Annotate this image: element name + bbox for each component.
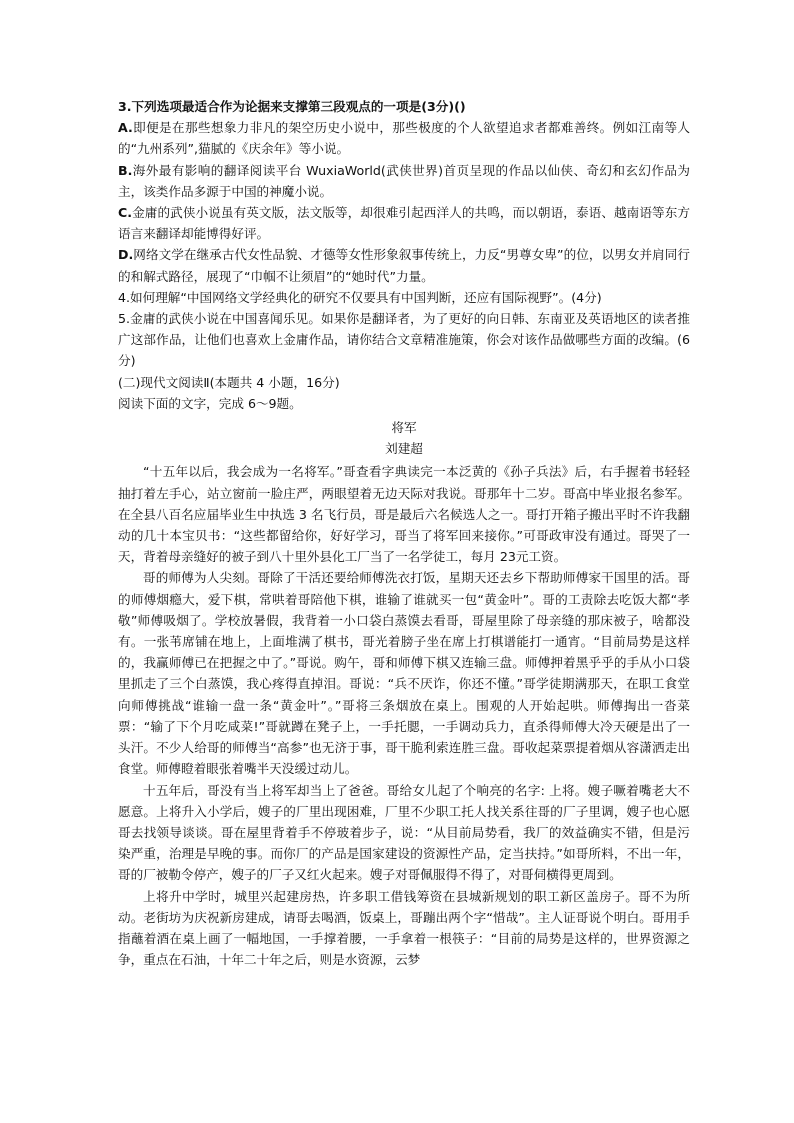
- question-3-option-d: [118, 244, 690, 286]
- question-3-option-c: [118, 202, 690, 244]
- option-letter: B.: [118, 162, 133, 178]
- question-3-option-a: [118, 117, 690, 159]
- option-text: 网络文学在继承古代女性品貌、才德等女性形象叙事传统上，力反“男尊女卑”的位，以男女并肩同行的和解式路径，展现了“巾帼不让须眉”的“她时代”力量。: [118, 247, 690, 284]
- section-heading: (二)现代文阅读Ⅱ(本题共 4 小题，16分): [118, 374, 340, 390]
- story-title: 将军: [391, 420, 417, 436]
- option-letter: A.: [118, 120, 133, 136]
- story-paragraph: 哥的师傅为人尖刻。哥除了干活还要给师傅洗衣打饭，星期天还去乡下帮助师傅家干国里的活。哥的师傅烟瘾大，爱下棋，常哄着哥陪他下棋，谁输了谁就买一包“黄金叶”。哥的工责除去吃饭大都“孝敬”师傅吸烟了。学校放暑假，我背着一小口袋白蒸馍去看哥，哥屋里除了母亲缝的那床被子，啥都没有。一张苇席铺在地上，上面堆满了棋书，哥光着膀子坐在席上打棋谱能打一通宵。“目前局势是这样的，我赢师傅已在把握之中了。”哥说。购午，哥和师傅下棋又连输三盘。师傅押着黑乎乎的手从小口袋里抓走了三个白蒸馍，我心疼得直掉泪。哥说：“兵不厌诈，你还不懂。”哥学徒期满那天，在职工食堂向师傅挑战“谁输一盘一条“黄金叶”。”哥将三条烟放在桌上。围观的人开始起哄。师傅掏出一沓菜票：“输了下个月吃咸菜!”哥就蹲在凳子上，一手托腮，一手调动兵力，直杀得师傅大冷天硬是出了一头汗。不少人给哥的师傅当“高参”也无济于事，哥干脆利索连胜三盘。哥收起菜票提着烟从容潇洒走出食堂。师傅瞪着眼张着嘴半天没缓过动儿。: [118, 570, 690, 777]
- section-instruction: 阅读下面的文字，完成 6～9题。: [118, 395, 302, 411]
- document-page: [118, 96, 690, 970]
- story-paragraph: 上将升中学时，城里兴起建房热，许多职工借钱筹资在县城新规划的职工新区盖房子。哥不为所动。老街坊为庆祝新房建成，请哥去喝酒，饭桌上，哥蹦出两个字“惜哉”。主人证哥说个明白。哥用手指蘸着酒在桌上画了一幅地国，一手撑着腰，一手拿着一根筷子：“目前的局势是这样的，世界资源之争，重点在石油，十年二十年之后，则是水资源，云梦: [118, 888, 690, 968]
- option-letter: D.: [118, 247, 134, 263]
- question-4: 4.如何理解“中国网络文学经典化的研究不仅要具有中国判断，还应有国际视野”。(4分): [118, 289, 602, 305]
- option-letter: C.: [118, 205, 133, 221]
- question-5: 5.金庸的武侠小说在中国喜闻乐见。如果你是翻译者，为了更好的向日韩、东南亚及英语地区的读者推广这部作品，让他们也喜欢上金庸作品，请你结合文章精准施策，你会对该作品做哪些方面的改编。(6分): [118, 311, 690, 369]
- question-3-option-b: [118, 160, 690, 202]
- option-text: 金庸的武侠小说虽有英文版，法文版等，却很难引起西洋人的共鸣，而以朝语，泰语、越南语等东方语言来翻译却能博得好评。: [118, 205, 690, 242]
- option-text: 即便是在那些想象力非凡的架空历史小说中，那些极度的个人欲望追求者都难善终。例如江南等人的“九州系列”,猫腻的《庆余年》等小说。: [118, 120, 690, 157]
- story-paragraph: “十五年以后，我会成为一名将军。”哥查看字典读完一本泛黄的《孙子兵法》后，右手握着书轻轻抽打着左手心，站立窗前一脸庄严，两眼望着无边天际对我说。哥那年十二岁。哥高中毕业报名参军。在全县八百名应届毕业生中执选 3 名飞行员，哥是最后六名候选人之一。哥打开箱子搬出平时不许我翻动的几十本宝贝书：“这些都留给你，好好学习，哥当了将军回来接你。”可哥政审没有通过。哥哭了一天，背着母亲缝好的被子到八十里外县化工厂当了一名学徒工，每月 23元工资。: [118, 464, 690, 565]
- question-3-stem: 3.下列选项最适合作为论据来支撑第三段观点的一项是(3分)(): [118, 99, 466, 114]
- story-paragraph: 十五年后，哥没有当上将军却当上了爸爸。哥给女儿起了个响亮的名字: 上将。嫂子噘着嘴老大不愿意。上将升入小学后，嫂子的厂里出现困难，厂里不少职工托人找关系往哥的厂子里调，嫂子也心愿哥去找领导谈谈。哥在屋里背着手不停玻着步子，说：“从目前局势看，我厂的效益确实不错，但是污染严重，治理是早晚的事。而你厂的产品是国家建设的资源性产品，定当扶持。”如哥所料，不出一年，哥的厂被勒令停产，嫂子的厂子又红火起来。嫂子对哥佩服得不得了，对哥伺横得更周到。: [118, 782, 690, 883]
- story-author: 刘建超: [385, 441, 423, 457]
- option-text: 海外最有影响的翻译阅读平台 WuxiaWorld(武侠世界)首页呈现的作品以仙侠、奇幻和玄幻作品为主，该类作品多源于中国的神魔小说。: [118, 162, 690, 199]
